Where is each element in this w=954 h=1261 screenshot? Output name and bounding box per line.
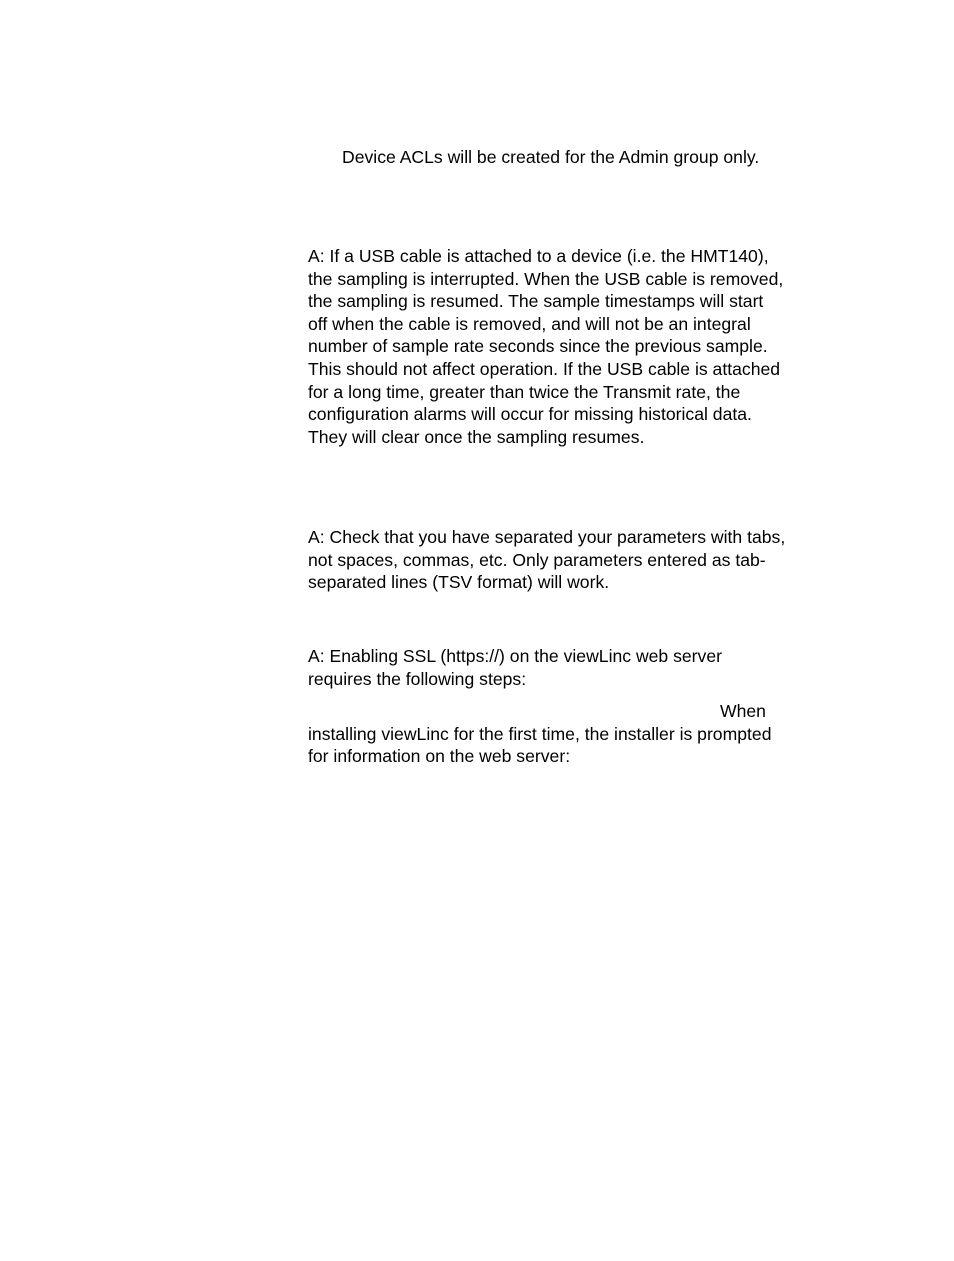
usb-answer-line-1: A: If a USB cable is attached to a device (i.e. the HMT140), xyxy=(308,246,769,266)
ssl-answer xyxy=(308,645,828,690)
tsv-answer-line-2: not spaces, commas, etc. Only parameters entered as tab- xyxy=(308,549,766,570)
ssl-install-line-2: installing viewLinc for the first time, the installer is prompted xyxy=(308,723,772,744)
usb-answer-line-2: the sampling is interrupted. When the USB cable is removed, xyxy=(308,268,784,289)
usb-answer-line-6: This should not affect operation. If the USB cable is attached xyxy=(308,358,781,379)
tsv-answer-line-3: separated lines (TSV format) will work. xyxy=(308,572,610,593)
usb-answer-line-8: configuration alarms will occur for missing historical data. xyxy=(308,404,752,425)
note-line: Device ACLs will be created for the Admin group only. xyxy=(342,147,760,167)
ssl-install-line-3: for information on the web server: xyxy=(308,746,571,767)
usb-answer-line-3: the sampling is resumed. The sample timestamps will start xyxy=(308,291,764,312)
tsv-format-answer xyxy=(308,526,828,594)
ssl-install-line-1: When xyxy=(720,701,766,721)
ssl-install-paragraph xyxy=(308,700,828,768)
admin-acl-note xyxy=(342,146,862,169)
usb-answer-line-4: off when the cable is removed, and will not be an integral xyxy=(308,313,751,334)
usb-cable-answer xyxy=(308,245,828,448)
tsv-answer-line-1: A: Check that you have separated your parameters with tabs, xyxy=(308,527,786,547)
usb-answer-line-7: for a long time, greater than twice the Transmit rate, the xyxy=(308,381,741,402)
usb-answer-line-9: They will clear once the sampling resumes. xyxy=(308,426,645,447)
usb-answer-line-5: number of sample rate seconds since the previous sample. xyxy=(308,336,768,357)
ssl-answer-line-1: A: Enabling SSL (https://) on the viewLinc web server xyxy=(308,646,722,666)
ssl-answer-line-2: requires the following steps: xyxy=(308,668,527,689)
